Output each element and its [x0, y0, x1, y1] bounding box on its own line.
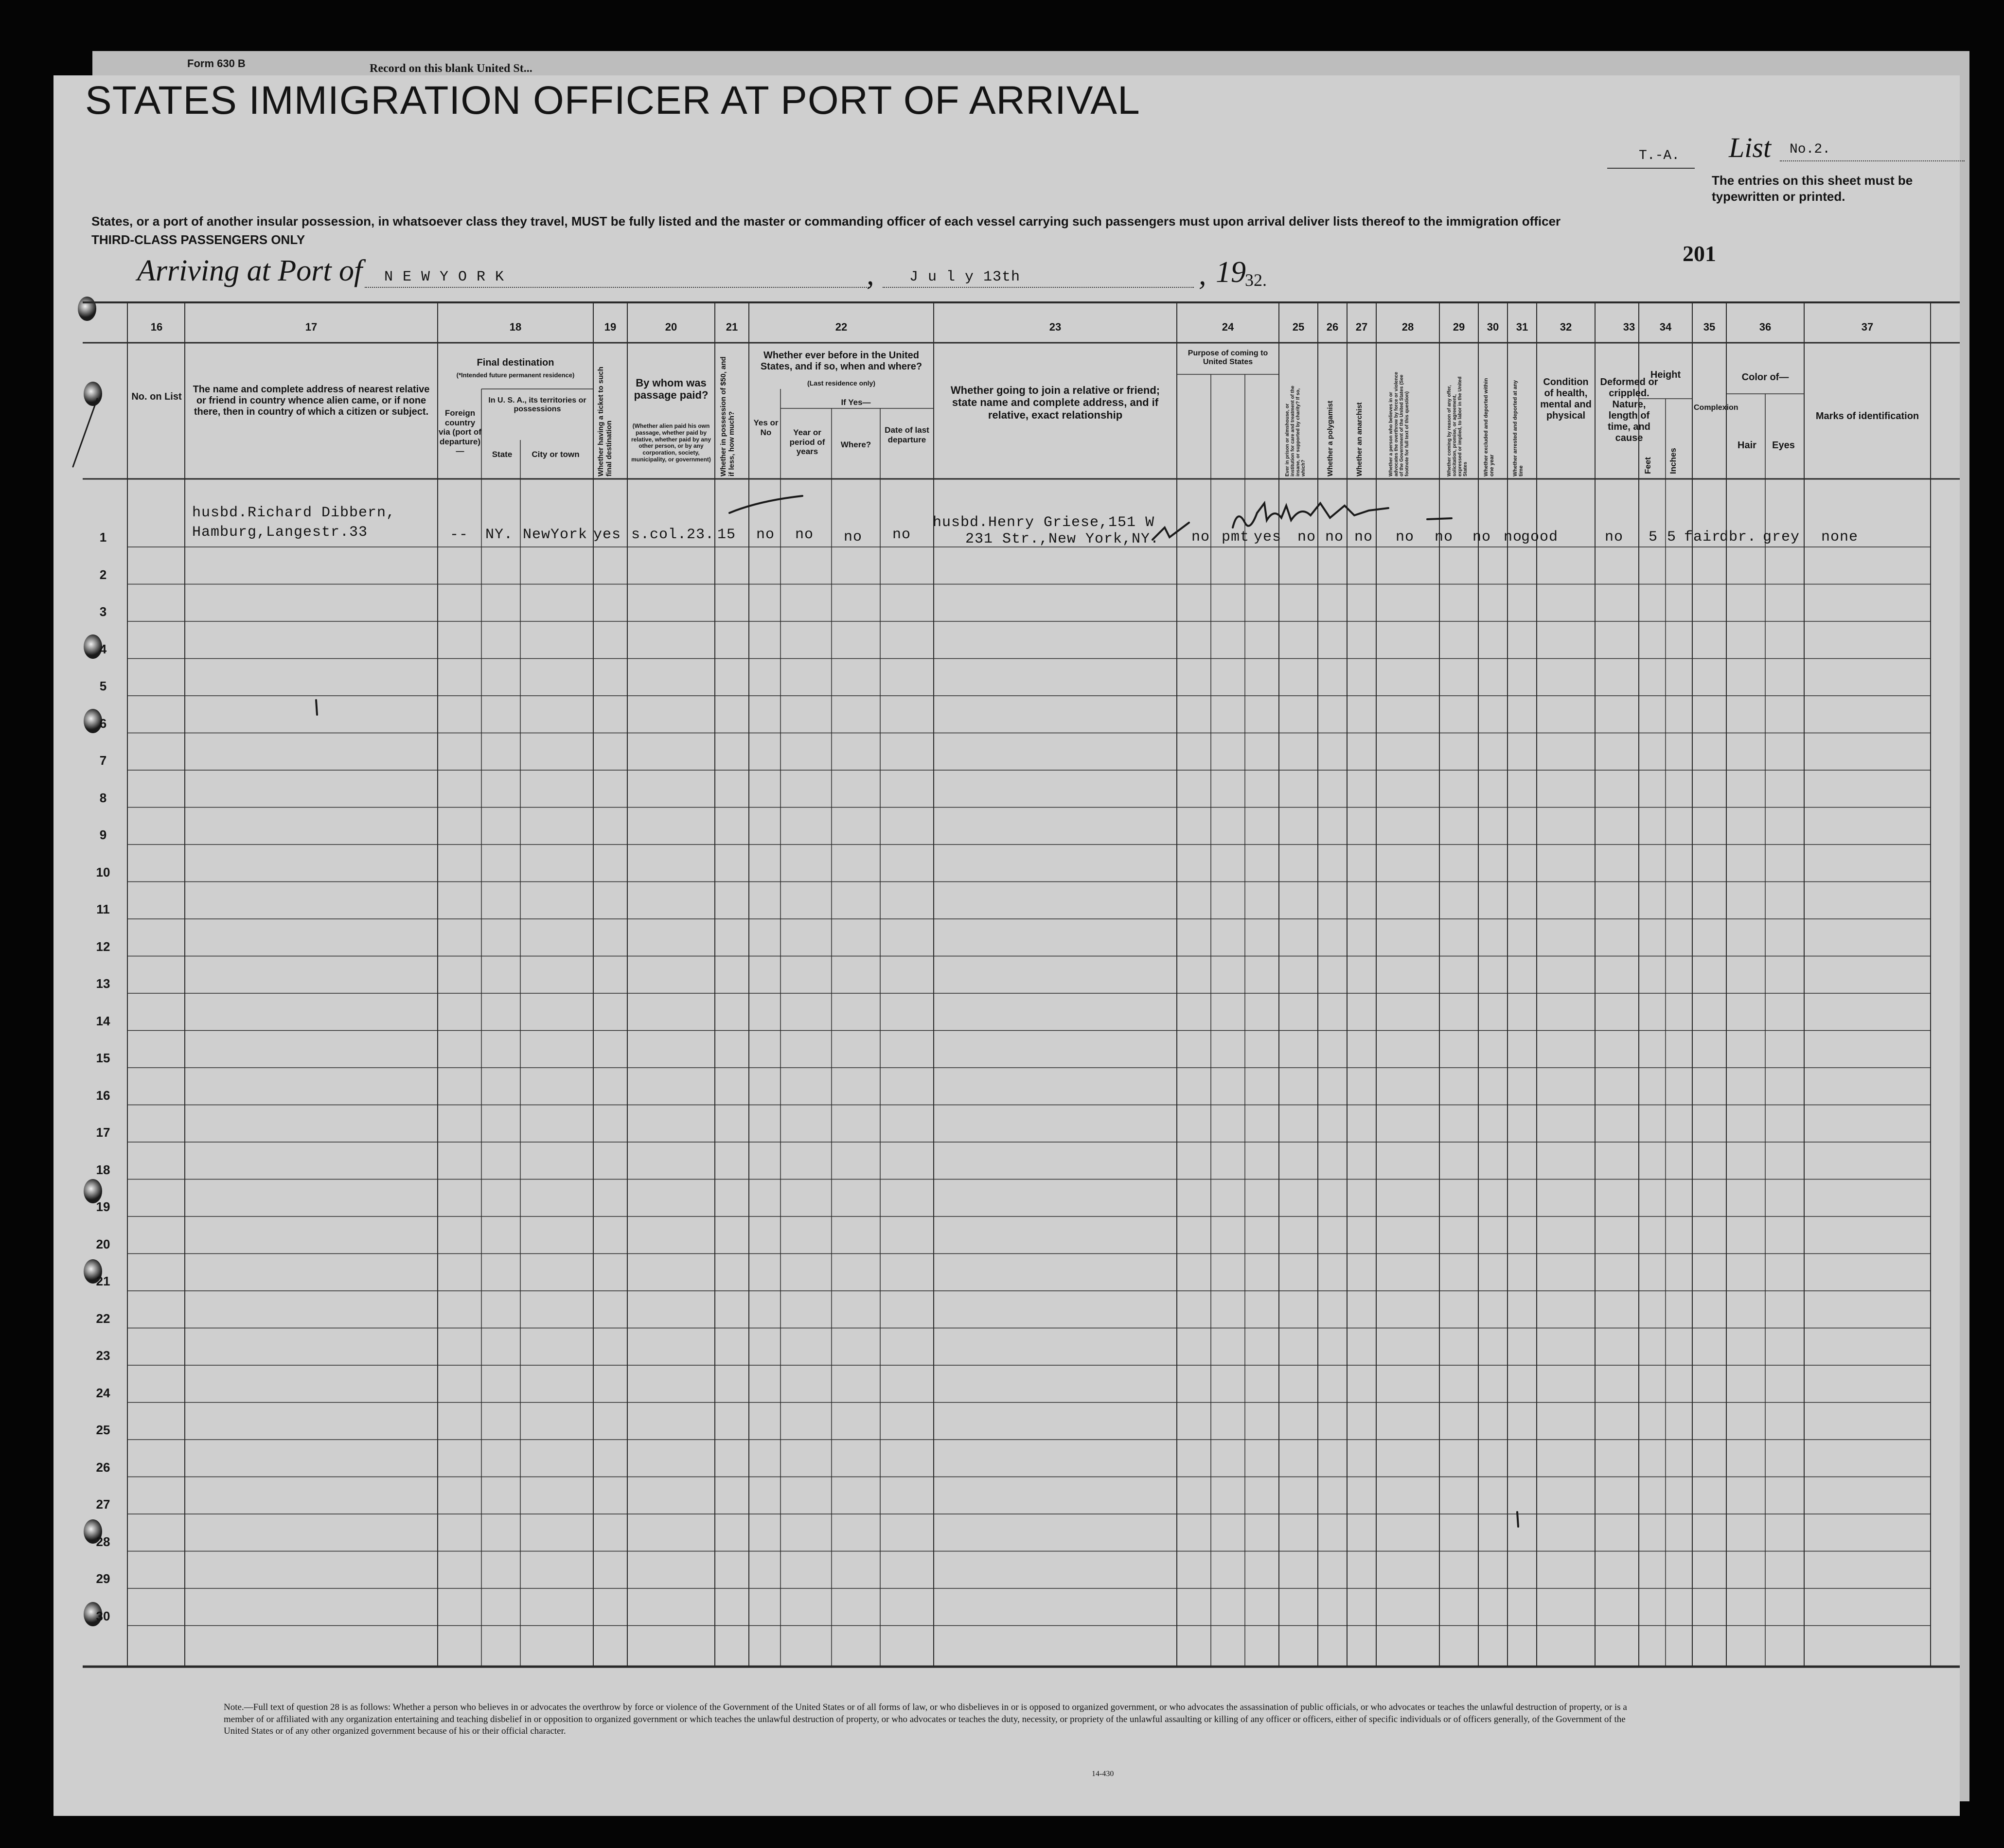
footnote: Note.—Full text of question 28 is as follows: Whether a person who believes in or advocates the overthrow by force or violence of the Government of the United States or of all forms of law, or who disbelieves in or is opposed to organized government, or who advocates the assassination of public officials, or who advocates or teaches the unlawful destruction of property, or is a member of or affiliated with any organization entertaining and teaching disbelief in or opposition to organized government or which teaches the unlawful destruction of property, or who advocates or teaches the duty, necessity, or propriety of the unlawful assaulting or killing of any officer or officers, either of specific individuals or of officers generally, of the Government of the United States or of any other organized government because of his or their official character.	[224, 1702, 1627, 1737]
row-number: 7	[99, 753, 107, 768]
entry-where: no	[844, 529, 863, 546]
hdr-if-yes: If Yes—	[841, 398, 871, 407]
row-number: 30	[96, 1608, 110, 1623]
initial-mark	[1153, 523, 1189, 540]
row-number: 29	[96, 1571, 110, 1586]
row-number: 21	[96, 1274, 110, 1288]
entry-date-departure: no	[892, 527, 911, 543]
hdr-prison: Ever in prison or almshouse, or institution for care and treatment of the insane, or supported by charity? If so, which?	[1285, 386, 1306, 476]
entry-joining-line1: husbd.Henry Griese,151 W	[933, 514, 1155, 531]
entry-eyes: grey	[1763, 529, 1800, 546]
col-number: 26	[1326, 321, 1339, 333]
header-line-1: States, or a port of another insular possession, in whatsoever class they travel, MUST be fully listed and the master or commanding officer of each vessel carrying such passengers must upon arrival deliver lists thereof to the immigration officer	[91, 214, 1561, 229]
page-title: STATES IMMIGRATION OFFICER AT PORT OF ARRIVAL	[85, 78, 1140, 123]
hdr-final-destination-sub: (*Intended future permanent residence)	[456, 371, 575, 379]
pen-mark	[1517, 1512, 1518, 1527]
hdr-foreign-country: Foreign country via (port of departure)—	[439, 408, 481, 456]
hdr-passage-paid-sub: (Whether alien paid his own passage, whether paid by relative, whether paid by any other person, or by any corporation, society, municipality, or government)	[631, 422, 711, 463]
entry-relative-line1: husbd.Richard Dibbern,	[192, 505, 396, 521]
row-number: 9	[99, 827, 107, 842]
checkmark-stroke	[729, 496, 802, 513]
col-number: 33	[1623, 321, 1635, 333]
entry-offer: no	[1435, 529, 1454, 546]
comma: ,	[867, 258, 874, 291]
hdr-relative: The name and complete address of nearest relative or friend in country whence alien came, or if none there, then in country of which a citizen or subject.	[193, 384, 430, 417]
col-number: 28	[1401, 321, 1414, 333]
hdr-purpose: Purpose of coming to United States	[1188, 349, 1268, 367]
entry-polygamist: no	[1325, 529, 1344, 546]
entry-state: NY.	[485, 527, 514, 543]
dash-mark	[1427, 518, 1452, 519]
hdr-health: Condition of health, mental and physical	[1540, 377, 1592, 421]
entry-length-stay: pmt	[1222, 529, 1250, 546]
col-number: 30	[1487, 321, 1499, 333]
col-number: 19	[604, 321, 617, 333]
entry-ticket: yes	[593, 527, 621, 543]
hdr-money: Whether in possession of $50, and if less, how much?	[719, 356, 736, 476]
col-number: 24	[1222, 321, 1234, 333]
row-number: 14	[96, 1013, 110, 1028]
port-value: N E W Y O R K	[384, 269, 505, 285]
row-number: 8	[99, 790, 107, 805]
entry-inches: 5	[1667, 529, 1677, 546]
hdr-arrested: Whether arrested and deported at any time	[1512, 380, 1525, 476]
entry-prison: no	[1297, 529, 1316, 546]
typewritten-note: The entries on this sheet must be typewritten or printed.	[1712, 173, 1913, 204]
hdr-anarchist: Whether an anarchist	[1355, 402, 1364, 476]
entry-passage-paid: s.col.23.	[631, 527, 715, 543]
col-number: 27	[1355, 321, 1368, 333]
hdr-joining: Whether going to join a relative or friend; state name and complete address, and if relative, exact relationship	[950, 384, 1160, 421]
hdr-state: State	[492, 450, 513, 459]
hdr-color-of: Color of—	[1741, 372, 1789, 383]
entry-been-before: no	[756, 527, 775, 543]
hdr-height: Height	[1650, 370, 1681, 380]
list-code: T.-A.	[1639, 148, 1680, 163]
col-number: 16	[150, 321, 163, 333]
hdr-offer: Whether coming by reason of any offer, solicitation, promise, or agreement, expressed or implied, to labor in the United States	[1447, 376, 1468, 476]
entry-foreign-via: --	[450, 527, 469, 543]
col-number: 31	[1516, 321, 1528, 333]
row-number: 23	[96, 1348, 110, 1363]
row-number: 3	[99, 604, 107, 619]
entry-overthrow: no	[1396, 529, 1415, 546]
hdr-feet: Feet	[1643, 457, 1652, 474]
entry-feet: 5	[1649, 529, 1658, 546]
col-number: 32	[1560, 321, 1572, 333]
hdr-ticket: Whether having a ticket to such final destination	[597, 367, 613, 476]
hdr-marks: Marks of identification	[1815, 411, 1919, 422]
col-number: 17	[305, 321, 318, 333]
col-number: 20	[665, 321, 677, 333]
entry-money: 15	[717, 527, 736, 543]
entry-deformed: no	[1605, 529, 1624, 546]
hdr-overthrow: Whether a person who believes in or advocates the overthrow by force or violence of the Government of the United States (See footnote for full text of this question)	[1388, 371, 1410, 476]
col-number: 37	[1861, 321, 1874, 333]
hdr-passage-paid: By whom was passage paid?	[634, 377, 709, 402]
row-number: 12	[96, 939, 110, 954]
col-number: 36	[1759, 321, 1772, 333]
col-number: 25	[1292, 321, 1305, 333]
hdr-deformed: Deformed or crippled. Nature, length of time, and cause	[1600, 377, 1658, 443]
hdr-hair: Hair	[1738, 440, 1756, 451]
row-number: 5	[99, 679, 107, 693]
row-number: 4	[99, 641, 107, 656]
entry-hair: dbr.	[1720, 529, 1757, 546]
arriving-label: Arriving at Port of	[137, 254, 363, 287]
pen-mark	[316, 700, 317, 715]
entry-marks: none	[1821, 529, 1859, 546]
hdr-polygamist: Whether a polygamist	[1326, 401, 1334, 476]
col-number: 35	[1703, 321, 1716, 333]
hdr-excluded: Whether excluded and deported within one year	[1483, 378, 1495, 476]
row-number: 15	[96, 1051, 110, 1065]
row-number: 6	[99, 716, 107, 731]
margin-mark	[73, 399, 97, 467]
row-number: 24	[96, 1385, 110, 1400]
row-number: 20	[96, 1236, 110, 1251]
hdr-no-on-list: No. on List	[131, 391, 182, 402]
entry-relative-line2: Hamburg,Langestr.33	[192, 524, 368, 541]
hdr-been-before-sub: (Last residence only)	[807, 379, 876, 387]
row-number: 10	[96, 864, 110, 880]
entry-arrested: no	[1504, 529, 1523, 546]
hdr-eyes: Eyes	[1772, 440, 1795, 451]
hdr-in-usa: In U. S. A., its territories or possessions	[488, 396, 586, 414]
row-number: 16	[96, 1088, 110, 1103]
col-number: 18	[509, 321, 522, 333]
date-value: J u l y 13th	[909, 269, 1021, 285]
row-number: 27	[96, 1497, 110, 1512]
entry-health: good	[1521, 529, 1559, 546]
entry-year-period: no	[795, 527, 814, 543]
col-number: 34	[1659, 321, 1672, 333]
hdr-complexion: Complexion	[1694, 404, 1738, 412]
back-strip-text: Record on this blank United St...	[370, 62, 532, 75]
entry-city: NewYork	[523, 527, 588, 543]
hdr-where: Where?	[840, 440, 871, 449]
back-form-label: Form 630 B	[187, 57, 246, 70]
row-number: 25	[96, 1423, 110, 1437]
row-number: 18	[96, 1162, 110, 1177]
hdr-been-before: Whether ever before in the United States, and if so, when and where?	[760, 350, 922, 372]
footer-code: 14-430	[1092, 1770, 1114, 1778]
row-number: 11	[96, 902, 110, 916]
row-number: 1	[99, 530, 107, 545]
entry-excluded: no	[1472, 529, 1491, 546]
hdr-final-destination: Final destination	[477, 357, 554, 368]
row-number: 2	[99, 567, 107, 582]
header-line-2: THIRD-CLASS PASSENGERS ONLY	[91, 232, 305, 247]
hdr-inches: Inches	[1668, 448, 1678, 474]
entry-complexion: fair	[1684, 529, 1721, 546]
hdr-city: City or town	[532, 450, 580, 459]
row-number: 17	[96, 1125, 110, 1140]
row-number: 26	[96, 1460, 110, 1475]
row-number: 22	[96, 1311, 110, 1326]
entry-remain: yes	[1254, 529, 1282, 546]
col-number: 22	[835, 321, 848, 333]
col-number: 29	[1453, 321, 1465, 333]
entry-anarchist: no	[1354, 529, 1373, 546]
row-number: 13	[96, 976, 110, 991]
col-number: 21	[726, 321, 738, 333]
handwritten-annotation	[1233, 503, 1388, 528]
row-number: 28	[96, 1534, 110, 1549]
entry-joining-line2: 231 Str.,New York,NY.	[965, 531, 1160, 547]
list-label: List	[1729, 132, 1772, 163]
entry-purpose: no	[1191, 529, 1210, 546]
list-number: No.2.	[1790, 142, 1831, 157]
year-prefix: 19	[1216, 256, 1246, 289]
hdr-year-period: Year or period of years	[789, 428, 825, 457]
hdr-date-departure: Date of last departure	[885, 425, 929, 444]
col-number: 23	[1049, 321, 1062, 333]
comma: ,	[1199, 258, 1206, 291]
hdr-yes-or-no: Yes or No	[753, 418, 779, 437]
year-suffix: 32.	[1245, 270, 1267, 290]
row-number: 19	[96, 1199, 110, 1214]
page-number: 201	[1683, 241, 1716, 266]
